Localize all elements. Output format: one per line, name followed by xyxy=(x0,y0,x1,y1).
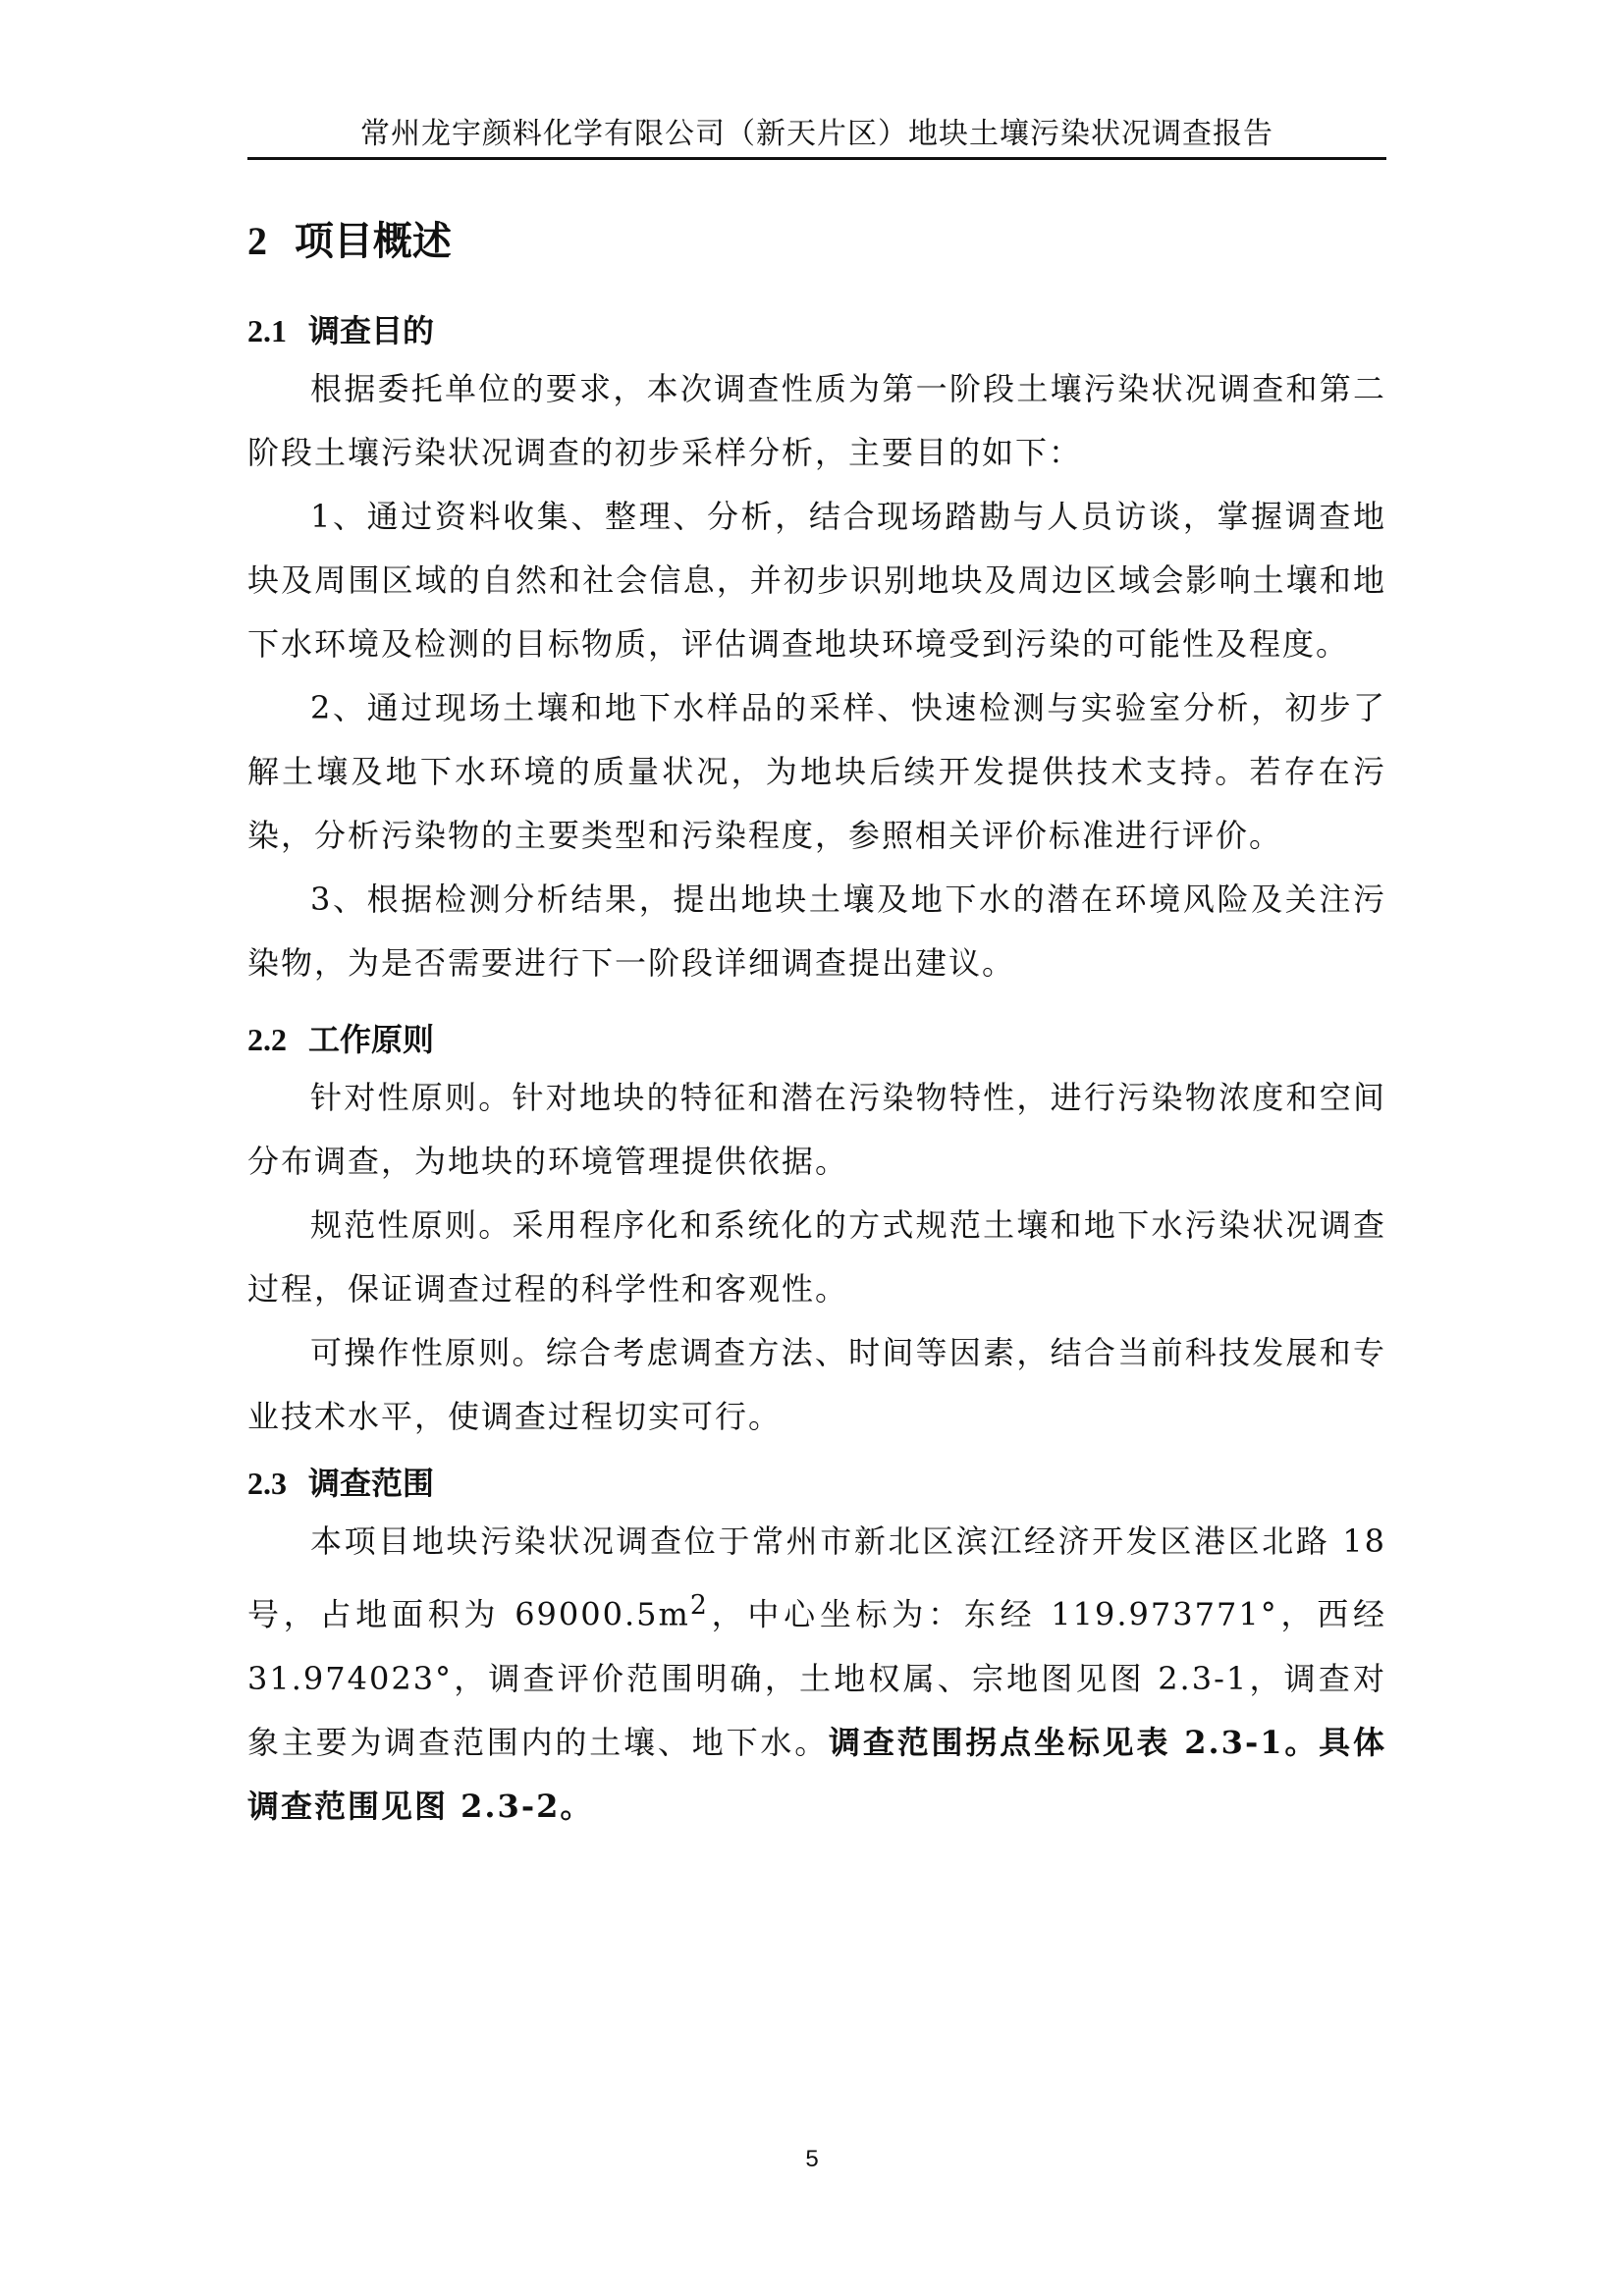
section-heading-2-1 xyxy=(247,304,1386,357)
section-number: 2.1 xyxy=(247,313,287,348)
paragraph-item-1: 1、通过资料收集、整理、分析，结合现场踏勘与人员访谈，掌握调查地块及周围区域的自然和社会信息，并初步识别地块及周边区域会影响土壤和地下水环境及检测的目标物质，评估调查地块环境受到污染的可能性及程度。 xyxy=(247,498,1386,663)
page-number: 5 xyxy=(805,2146,819,2172)
scope-text-b: ，中心坐标为：东经 119.973771°，西经 31.974023°，调查评价范围明确，土地权属、宗地图见图 2.3-1，调查对象主要为调查范围内的土壤、地下水。 xyxy=(247,1595,1386,1761)
chapter-title: 项目概述 xyxy=(294,219,452,264)
paragraph-principle-standard: 规范性原则。采用程序化和系统化的方式规范土壤和地下水污染状况调查过程，保证调查过程的科学性和客观性。 xyxy=(247,1206,1386,1308)
running-header: 常州龙宇颜料化学有限公司（新天片区）地块土壤污染状况调查报告 xyxy=(360,117,1273,151)
scope-text-a: 本项目地块污染状况调查位于常州市新北区滨江经济开发区港区北路 18 号，占地面积为 69000.5m xyxy=(247,1522,1386,1633)
page-content xyxy=(247,208,1386,1839)
paragraph-principle-targeted: 针对性原则。针对地块的特征和潜在污染物特性，进行污染物浓度和空间分布调查，为地块的环境管理提供依据。 xyxy=(247,1079,1386,1180)
section-number: 2.2 xyxy=(247,1022,287,1057)
scope-bold-reference: 调查范围拐点坐标见表 2.3-1。具体调查范围见图 2.3-2。 xyxy=(247,1723,1386,1825)
section-title: 工作原则 xyxy=(308,1021,435,1058)
paragraph-item-3: 3、根据检测分析结果，提出地块土壤及地下水的潜在环境风险及关注污染物，为是否需要进行下一阶段详细调查提出建议。 xyxy=(247,881,1386,982)
paragraph-item-2: 2、通过现场土壤和地下水样品的采样、快速检测与实验室分析，初步了解土壤及地下水环境的质量状况，为地块后续开发提供技术支持。若存在污染，分析污染物的主要类型和污染程度，参照相关评价标准进行评价。 xyxy=(247,689,1386,854)
section-title: 调查目的 xyxy=(308,312,435,349)
section-title: 调查范围 xyxy=(308,1465,435,1502)
section-number: 2.3 xyxy=(247,1466,287,1501)
section-heading-2-2 xyxy=(247,1013,1386,1066)
header-divider xyxy=(247,157,1386,160)
chapter-heading xyxy=(247,208,1386,275)
paragraph-scope xyxy=(247,1510,1386,1839)
paragraph-intro: 根据委托单位的要求，本次调查性质为第一阶段土壤污染状况调查和第二阶段土壤污染状况调查的初步采样分析，主要目的如下： xyxy=(247,370,1386,471)
chapter-number: 2 xyxy=(247,219,267,263)
area-unit-superscript: 2 xyxy=(689,1590,709,1621)
section-heading-2-3 xyxy=(247,1457,1386,1510)
paragraph-principle-operable: 可操作性原则。综合考虑调查方法、时间等因素，结合当前科技发展和专业技术水平，使调查过程切实可行。 xyxy=(247,1334,1386,1435)
